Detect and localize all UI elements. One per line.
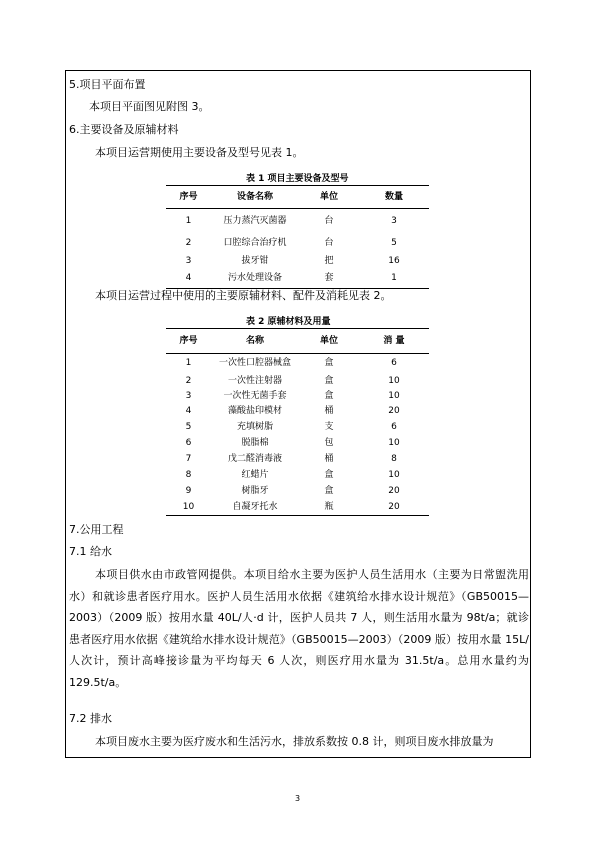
- table-cell: 戊二醛消毒液: [227, 454, 282, 464]
- table-row: [166, 254, 429, 269]
- table-cell: 树脂牙: [241, 486, 269, 496]
- table-1-header-no: 序号: [166, 186, 211, 209]
- table-1-header-name: 设备名称: [211, 186, 299, 209]
- table-1: [166, 185, 429, 289]
- table-cell: 20: [359, 500, 429, 516]
- table-2-header-unit: 单位: [299, 329, 359, 354]
- table-row: [166, 404, 429, 420]
- table-cell: 7: [185, 454, 192, 464]
- table-row: [166, 420, 429, 436]
- table-cell: 16: [388, 255, 400, 266]
- table-cell: 自凝牙托水: [211, 500, 299, 516]
- section-6-intro: 本项目运营期使用主要设备及型号见表 1。: [95, 146, 304, 159]
- table-cell: 包: [324, 438, 334, 448]
- table-cell: 台: [324, 238, 334, 248]
- table-cell: 2: [185, 375, 192, 386]
- table-cell: 20: [388, 406, 400, 416]
- table-cell: 红蜡片: [241, 470, 269, 480]
- table-row: [166, 374, 429, 389]
- table-1-caption: 表 1 项目主要设备及型号: [246, 174, 349, 184]
- table-cell: 拔牙钳: [241, 255, 269, 266]
- table-row: [166, 354, 429, 374]
- table-row: [166, 500, 429, 516]
- table-cell: 1: [185, 358, 192, 369]
- table-row: [166, 484, 429, 500]
- table-cell: 盒: [324, 470, 334, 480]
- table-row: [166, 209, 429, 234]
- section-6-materials-intro: 本项目运营过程中使用的主要原辅材料、配件及消耗见表 2。: [95, 289, 392, 302]
- table-cell: 充填树脂: [236, 422, 273, 432]
- table-cell: 4: [166, 269, 211, 289]
- table-cell: 9: [185, 486, 192, 496]
- table-2-caption: 表 2 原辅材料及用量: [246, 317, 331, 327]
- section-7-1-text: 本项目供水由市政管网提供。本项目给水主要为医护人员生活用水（主要为日常盥洗用水）和就诊患者医疗用水。医护人员生活用水依据《建筑给水排水设计规范》（GB50015—2003）（2009 版）按用水量 40L/人·d 计，医护人员共 7 人，则生活用水量为 98t/a；就诊患者医疗用水依据《建筑给水排水设计规范》（GB50015—2003）（2009 版）按用水量 15L/人次计，预计高峰接诊量为平均每天 6 人次，则医疗用水量为 31.5t/a。总用水量约为 129.5t/a。: [69, 568, 529, 689]
- table-2-header-name: 名称: [211, 329, 299, 354]
- section-7-2-title: 7.2 排水: [69, 712, 112, 725]
- table-row: [166, 452, 429, 468]
- section-5-text: 本项目平面图见附图 3。: [89, 100, 210, 113]
- table-cell: 一次性注射器: [227, 375, 282, 386]
- table-cell: 藻酸盐印模材: [227, 406, 282, 416]
- table-row: [166, 269, 429, 289]
- table-row: [166, 234, 429, 254]
- table-cell: 脱脂棉: [241, 438, 269, 448]
- table-cell: 把: [324, 255, 334, 266]
- table-cell: 盒: [324, 486, 334, 496]
- table-cell: 盒: [324, 375, 334, 386]
- section-7-title: 7.公用工程: [69, 523, 124, 536]
- section-7-2-text: 本项目废水主要为医疗废水和生活污水，排放系数按 0.8 计，则项目废水排放量为: [95, 735, 494, 748]
- table-cell: 5: [391, 238, 397, 248]
- page-number: 3: [294, 794, 301, 803]
- table-2: [166, 328, 429, 516]
- table-cell: 4: [185, 406, 192, 416]
- table-cell: 5: [185, 422, 192, 432]
- table-cell: 盒: [324, 390, 334, 401]
- table-cell: 6: [185, 438, 192, 448]
- table-cell: 支: [324, 422, 334, 432]
- table-cell: 套: [299, 269, 359, 289]
- section-5-title: 5.项目平面布置: [69, 78, 146, 91]
- section-6-title: 6.主要设备及原辅材料: [69, 123, 179, 136]
- table-cell: 6: [391, 422, 397, 432]
- table-cell: 一次性口腔器械盒: [218, 358, 291, 369]
- table-row: [166, 389, 429, 404]
- table-cell: 台: [324, 215, 334, 226]
- table-cell: 3: [391, 215, 397, 226]
- table-cell: 10: [166, 500, 211, 516]
- table-cell: 8: [185, 470, 192, 480]
- section-7-1-title: 7.1 给水: [69, 545, 112, 558]
- table-cell: 压力蒸汽灭菌器: [223, 215, 287, 226]
- table-cell: 桶: [324, 406, 334, 416]
- table-cell: 8: [391, 454, 397, 464]
- table-row: [166, 468, 429, 484]
- table-row: [166, 436, 429, 452]
- table-cell: 6: [391, 358, 397, 369]
- table-cell: 盒: [324, 358, 334, 369]
- table-2-header-qty: 消 量: [359, 329, 429, 354]
- table-1-header-qty: 数量: [359, 186, 429, 209]
- table-cell: 3: [185, 390, 192, 401]
- table-cell: 10: [388, 375, 400, 386]
- table-cell: 10: [388, 390, 400, 401]
- table-cell: 2: [185, 238, 192, 248]
- table-cell: 10: [388, 438, 400, 448]
- table-1-header-unit: 单位: [299, 186, 359, 209]
- table-cell: 桶: [324, 454, 334, 464]
- table-cell: 1: [185, 215, 192, 226]
- table-cell: 20: [388, 486, 400, 496]
- table-cell: 瓶: [299, 500, 359, 516]
- table-cell: 3: [185, 255, 192, 266]
- table-2-header-no: 序号: [166, 329, 211, 354]
- table-cell: 10: [388, 470, 400, 480]
- table-cell: 口腔综合治疗机: [223, 238, 287, 248]
- table-cell: 1: [359, 269, 429, 289]
- table-cell: 污水处理设备: [211, 269, 299, 289]
- table-cell: 一次性无菌手套: [223, 390, 287, 401]
